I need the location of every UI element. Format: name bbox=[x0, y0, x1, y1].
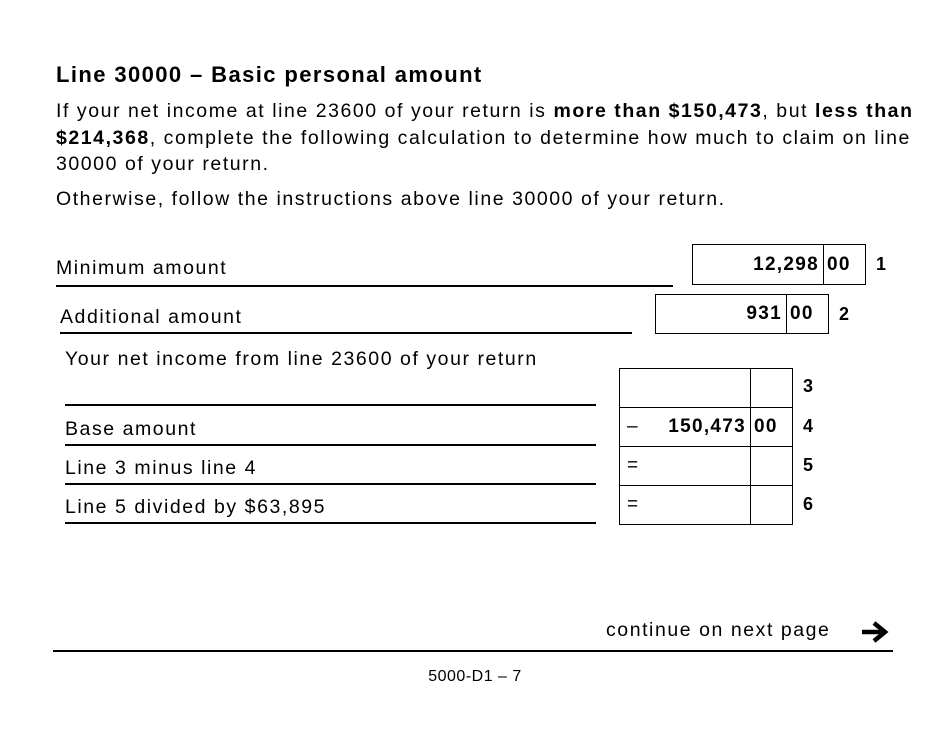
footer-rule bbox=[53, 650, 893, 652]
intro-text-3: , complete the following calculation to determine how much to claim on line 30000 of your return. bbox=[56, 126, 911, 175]
section-heading: Line 30000 – Basic personal amount bbox=[56, 62, 483, 87]
line-1-number: 1 bbox=[876, 254, 887, 274]
line-5-dollars bbox=[620, 447, 751, 485]
line-3-label: Your net income from line 23600 of your return bbox=[65, 346, 596, 406]
line-1-amount-field[interactable] bbox=[692, 244, 866, 285]
line-6-equals-sign: = bbox=[627, 494, 639, 515]
line-6-cents bbox=[751, 486, 792, 524]
line-4-number: 4 bbox=[803, 416, 814, 436]
line-4-label: Base amount bbox=[65, 416, 596, 446]
line-4-dollars: 150,473 bbox=[620, 408, 751, 446]
line-1-label: Minimum amount bbox=[56, 255, 673, 287]
page-footer: 5000-D1 – 7 bbox=[428, 668, 522, 685]
intro-text-2: , but bbox=[762, 100, 816, 122]
line-4-minus-sign: – bbox=[627, 416, 638, 437]
arrow-right-icon bbox=[860, 620, 890, 644]
continue-text: continue on next page bbox=[606, 619, 831, 641]
line-2-number: 2 bbox=[839, 304, 850, 324]
line-4-amount-field[interactable] bbox=[619, 407, 793, 447]
intro-bold-1: more than $150,473 bbox=[553, 100, 763, 122]
line-3-amount-field[interactable] bbox=[619, 368, 793, 408]
intro-text-1: If your net income at line 23600 of your return is bbox=[56, 100, 554, 122]
line-5-label: Line 3 minus line 4 bbox=[65, 455, 596, 485]
line-5-number: 5 bbox=[803, 455, 814, 475]
otherwise-paragraph: Otherwise, follow the instructions above line 30000 of your return. bbox=[56, 188, 726, 210]
line-2-cents: 00 bbox=[790, 303, 814, 324]
line-2-label: Additional amount bbox=[60, 304, 632, 334]
line-6-label: Line 5 divided by $63,895 bbox=[65, 494, 596, 524]
intro-paragraph bbox=[56, 98, 936, 178]
line-5-cents bbox=[751, 447, 792, 485]
intro-bold-2: less than $214,368 bbox=[56, 100, 914, 149]
line-6-dollars bbox=[620, 486, 751, 524]
line-3-cents bbox=[751, 369, 792, 407]
line-4-cents: 00 bbox=[754, 416, 778, 437]
line-2-amount-field[interactable] bbox=[655, 294, 829, 334]
line-3-number: 3 bbox=[803, 376, 814, 396]
line-5-equals-sign: = bbox=[627, 455, 639, 476]
line-2-dollars: 931 bbox=[656, 295, 787, 333]
line-1-dollars: 12,298 bbox=[693, 245, 824, 284]
line-5-amount-field[interactable] bbox=[619, 446, 793, 486]
line-6-number: 6 bbox=[803, 494, 814, 514]
line-1-cents: 00 bbox=[827, 253, 851, 275]
line-6-amount-field[interactable] bbox=[619, 485, 793, 525]
line-3-dollars bbox=[620, 369, 751, 407]
